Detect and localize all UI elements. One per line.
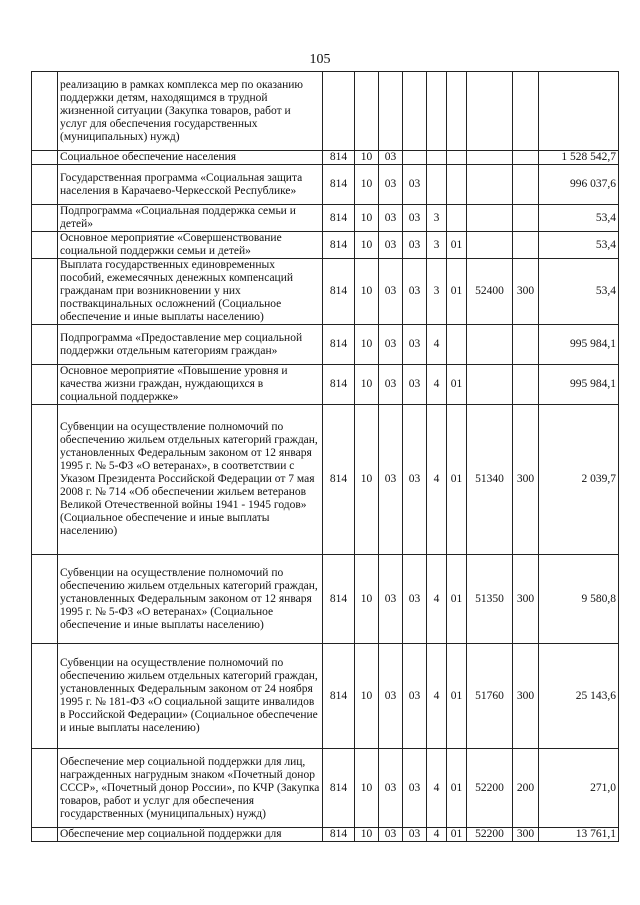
row-amount: 9 580,8: [539, 555, 619, 644]
row-name: Обеспечение мер социальной поддержки для лиц, награжденных нагрудным знаком «Почетный донор СССР», «Почетный донор России», по КЧР (Закупка товаров, работ и услуг для обеспечения государственных (муниципальных) нужд): [58, 749, 323, 828]
row-name: Субвенции на осуществление полномочий по обеспечению жильем отдельных категорий граждан, установленных Федеральным законом от 12 января 1995 г. № 5-ФЗ «О ветеранах» (Социальное обеспечение и иные выплаты населению): [58, 555, 323, 644]
row-program-code: 03: [403, 555, 427, 644]
row-empty-cell: [32, 325, 58, 365]
row-subprogram-code: 4: [427, 325, 447, 365]
row-subsection-code: 03: [379, 828, 403, 842]
table-row: [32, 232, 619, 259]
row-subprogram-code: 4: [427, 365, 447, 405]
row-section-code: 10: [355, 165, 379, 205]
row-subprogram-code: 4: [427, 828, 447, 842]
row-ved-code: 814: [323, 405, 355, 555]
table-row: [32, 555, 619, 644]
row-section-code: 10: [355, 151, 379, 165]
row-subprogram-code: 4: [427, 749, 447, 828]
row-direction-code: [467, 72, 513, 151]
row-empty-cell: [32, 72, 58, 151]
row-program-code: 03: [403, 405, 427, 555]
row-ved-code: 814: [323, 325, 355, 365]
row-subsection-code: 03: [379, 259, 403, 325]
row-section-code: 10: [355, 365, 379, 405]
row-subsection-code: 03: [379, 749, 403, 828]
row-direction-code: [467, 232, 513, 259]
row-section-code: 10: [355, 232, 379, 259]
row-empty-cell: [32, 232, 58, 259]
row-program-code: 03: [403, 828, 427, 842]
row-measure-code: 01: [447, 749, 467, 828]
row-section-code: 10: [355, 405, 379, 555]
table-row: [32, 165, 619, 205]
row-program-code: 03: [403, 165, 427, 205]
row-expense-type-code: [513, 365, 539, 405]
row-measure-code: 01: [447, 828, 467, 842]
row-amount: 53,4: [539, 259, 619, 325]
row-measure-code: 01: [447, 232, 467, 259]
row-ved-code: 814: [323, 259, 355, 325]
row-ved-code: 814: [323, 232, 355, 259]
row-ved-code: 814: [323, 644, 355, 749]
row-name: Подпрограмма «Предоставление мер социальной поддержки отдельным категориям граждан»: [58, 325, 323, 365]
row-expense-type-code: [513, 205, 539, 232]
row-expense-type-code: [513, 232, 539, 259]
row-ved-code: 814: [323, 828, 355, 842]
row-subsection-code: [379, 72, 403, 151]
row-empty-cell: [32, 365, 58, 405]
row-section-code: 10: [355, 259, 379, 325]
row-measure-code: [447, 205, 467, 232]
table-row: [32, 205, 619, 232]
row-subprogram-code: 4: [427, 555, 447, 644]
row-subprogram-code: 3: [427, 259, 447, 325]
row-ved-code: 814: [323, 555, 355, 644]
row-ved-code: 814: [323, 205, 355, 232]
row-program-code: [403, 151, 427, 165]
row-subsection-code: 03: [379, 165, 403, 205]
row-direction-code: 52400: [467, 259, 513, 325]
table-row: [32, 72, 619, 151]
row-name: Выплата государственных единовременных пособий, ежемесячных денежных компенсаций гражданам при возникновении у них поствакцинальных осложнений (Социальное обеспечение и иные выплаты населению): [58, 259, 323, 325]
table-row: [32, 151, 619, 165]
table-row: [32, 325, 619, 365]
row-subsection-code: 03: [379, 151, 403, 165]
row-measure-code: [447, 165, 467, 205]
row-program-code: 03: [403, 259, 427, 325]
row-measure-code: [447, 72, 467, 151]
row-section-code: 10: [355, 555, 379, 644]
row-amount: 13 761,1: [539, 828, 619, 842]
row-program-code: 03: [403, 644, 427, 749]
row-program-code: 03: [403, 205, 427, 232]
table-row: [32, 828, 619, 842]
row-expense-type-code: [513, 72, 539, 151]
row-subprogram-code: [427, 151, 447, 165]
row-expense-type-code: 300: [513, 405, 539, 555]
row-ved-code: 814: [323, 749, 355, 828]
row-section-code: 10: [355, 644, 379, 749]
row-subsection-code: 03: [379, 405, 403, 555]
row-direction-code: 52200: [467, 828, 513, 842]
row-name: Подпрограмма «Социальная поддержка семьи и детей»: [58, 205, 323, 232]
row-measure-code: 01: [447, 644, 467, 749]
row-direction-code: 51340: [467, 405, 513, 555]
row-amount: 995 984,1: [539, 365, 619, 405]
page-number: 105: [309, 52, 331, 67]
row-measure-code: [447, 325, 467, 365]
row-amount: [539, 72, 619, 151]
row-direction-code: 51760: [467, 644, 513, 749]
row-name: Субвенции на осуществление полномочий по обеспечению жильем отдельных категорий граждан, установленных Федеральным законом от 12 января 1995 г. № 5-ФЗ «О ветеранах», в соответствии с Указом Президента Российской Федерации от 7 мая 2008 г. № 714 «Об обеспечении жильем ветеранов Великой Отечественной войны 1941 - 1945 годов» (Социальное обеспечение и иные выплаты населению): [58, 405, 323, 555]
row-empty-cell: [32, 259, 58, 325]
table-row: [32, 644, 619, 749]
row-amount: 996 037,6: [539, 165, 619, 205]
row-expense-type-code: 200: [513, 749, 539, 828]
row-name: Социальное обеспечение населения: [58, 151, 323, 165]
row-direction-code: [467, 165, 513, 205]
row-program-code: 03: [403, 325, 427, 365]
row-direction-code: [467, 325, 513, 365]
row-name: Субвенции на осуществление полномочий по обеспечению жильем отдельных категорий граждан, установленных Федеральным законом от 24 ноября 1995 г. № 181-ФЗ «О социальной защите инвалидов в Российской Федерации» (Социальное обеспечение и иные выплаты населению): [58, 644, 323, 749]
row-direction-code: [467, 205, 513, 232]
row-empty-cell: [32, 828, 58, 842]
row-subsection-code: 03: [379, 205, 403, 232]
row-section-code: [355, 72, 379, 151]
row-measure-code: 01: [447, 259, 467, 325]
row-empty-cell: [32, 555, 58, 644]
row-program-code: [403, 72, 427, 151]
row-expense-type-code: [513, 165, 539, 205]
row-subsection-code: 03: [379, 365, 403, 405]
row-subsection-code: 03: [379, 555, 403, 644]
row-subprogram-code: 4: [427, 644, 447, 749]
row-measure-code: 01: [447, 555, 467, 644]
row-empty-cell: [32, 205, 58, 232]
table-row: [32, 749, 619, 828]
row-amount: 995 984,1: [539, 325, 619, 365]
row-name: реализацию в рамках комплекса мер по оказанию поддержки детям, находящимся в трудной жизненной ситуации (Закупка товаров, работ и услуг для обеспечения государственных (муниципальных) нужд): [58, 72, 323, 151]
row-expense-type-code: 300: [513, 259, 539, 325]
row-amount: 53,4: [539, 205, 619, 232]
row-amount: 53,4: [539, 232, 619, 259]
row-program-code: 03: [403, 232, 427, 259]
budget-table: [31, 71, 619, 842]
row-direction-code: [467, 151, 513, 165]
row-ved-code: 814: [323, 151, 355, 165]
row-expense-type-code: 300: [513, 828, 539, 842]
row-amount: 1 528 542,7: [539, 151, 619, 165]
row-subprogram-code: [427, 165, 447, 205]
row-direction-code: 51350: [467, 555, 513, 644]
table-row: [32, 259, 619, 325]
row-section-code: 10: [355, 749, 379, 828]
row-amount: 2 039,7: [539, 405, 619, 555]
row-section-code: 10: [355, 828, 379, 842]
row-measure-code: [447, 151, 467, 165]
row-expense-type-code: [513, 151, 539, 165]
table-row: [32, 365, 619, 405]
row-subprogram-code: [427, 72, 447, 151]
row-name: Основное мероприятие «Повышение уровня и качества жизни граждан, нуждающихся в социальной поддержке»: [58, 365, 323, 405]
row-measure-code: 01: [447, 405, 467, 555]
row-subsection-code: 03: [379, 232, 403, 259]
row-direction-code: 52200: [467, 749, 513, 828]
row-name: Обеспечение мер социальной поддержки для: [58, 828, 323, 842]
row-subprogram-code: 3: [427, 205, 447, 232]
row-amount: 271,0: [539, 749, 619, 828]
row-expense-type-code: 300: [513, 555, 539, 644]
row-name: Государственная программа «Социальная защита населения в Карачаево-Черкесской Республике»: [58, 165, 323, 205]
row-expense-type-code: 300: [513, 644, 539, 749]
row-program-code: 03: [403, 749, 427, 828]
table-row: [32, 405, 619, 555]
row-direction-code: [467, 365, 513, 405]
row-subprogram-code: 3: [427, 232, 447, 259]
row-empty-cell: [32, 151, 58, 165]
row-section-code: 10: [355, 205, 379, 232]
row-ved-code: [323, 72, 355, 151]
row-empty-cell: [32, 644, 58, 749]
row-ved-code: 814: [323, 365, 355, 405]
row-empty-cell: [32, 405, 58, 555]
row-empty-cell: [32, 165, 58, 205]
row-subsection-code: 03: [379, 325, 403, 365]
row-amount: 25 143,6: [539, 644, 619, 749]
row-subprogram-code: 4: [427, 405, 447, 555]
row-section-code: 10: [355, 325, 379, 365]
row-name: Основное мероприятие «Совершенствование социальной поддержки семьи и детей»: [58, 232, 323, 259]
row-program-code: 03: [403, 365, 427, 405]
row-empty-cell: [32, 749, 58, 828]
row-subsection-code: 03: [379, 644, 403, 749]
row-ved-code: 814: [323, 165, 355, 205]
row-measure-code: 01: [447, 365, 467, 405]
row-expense-type-code: [513, 325, 539, 365]
